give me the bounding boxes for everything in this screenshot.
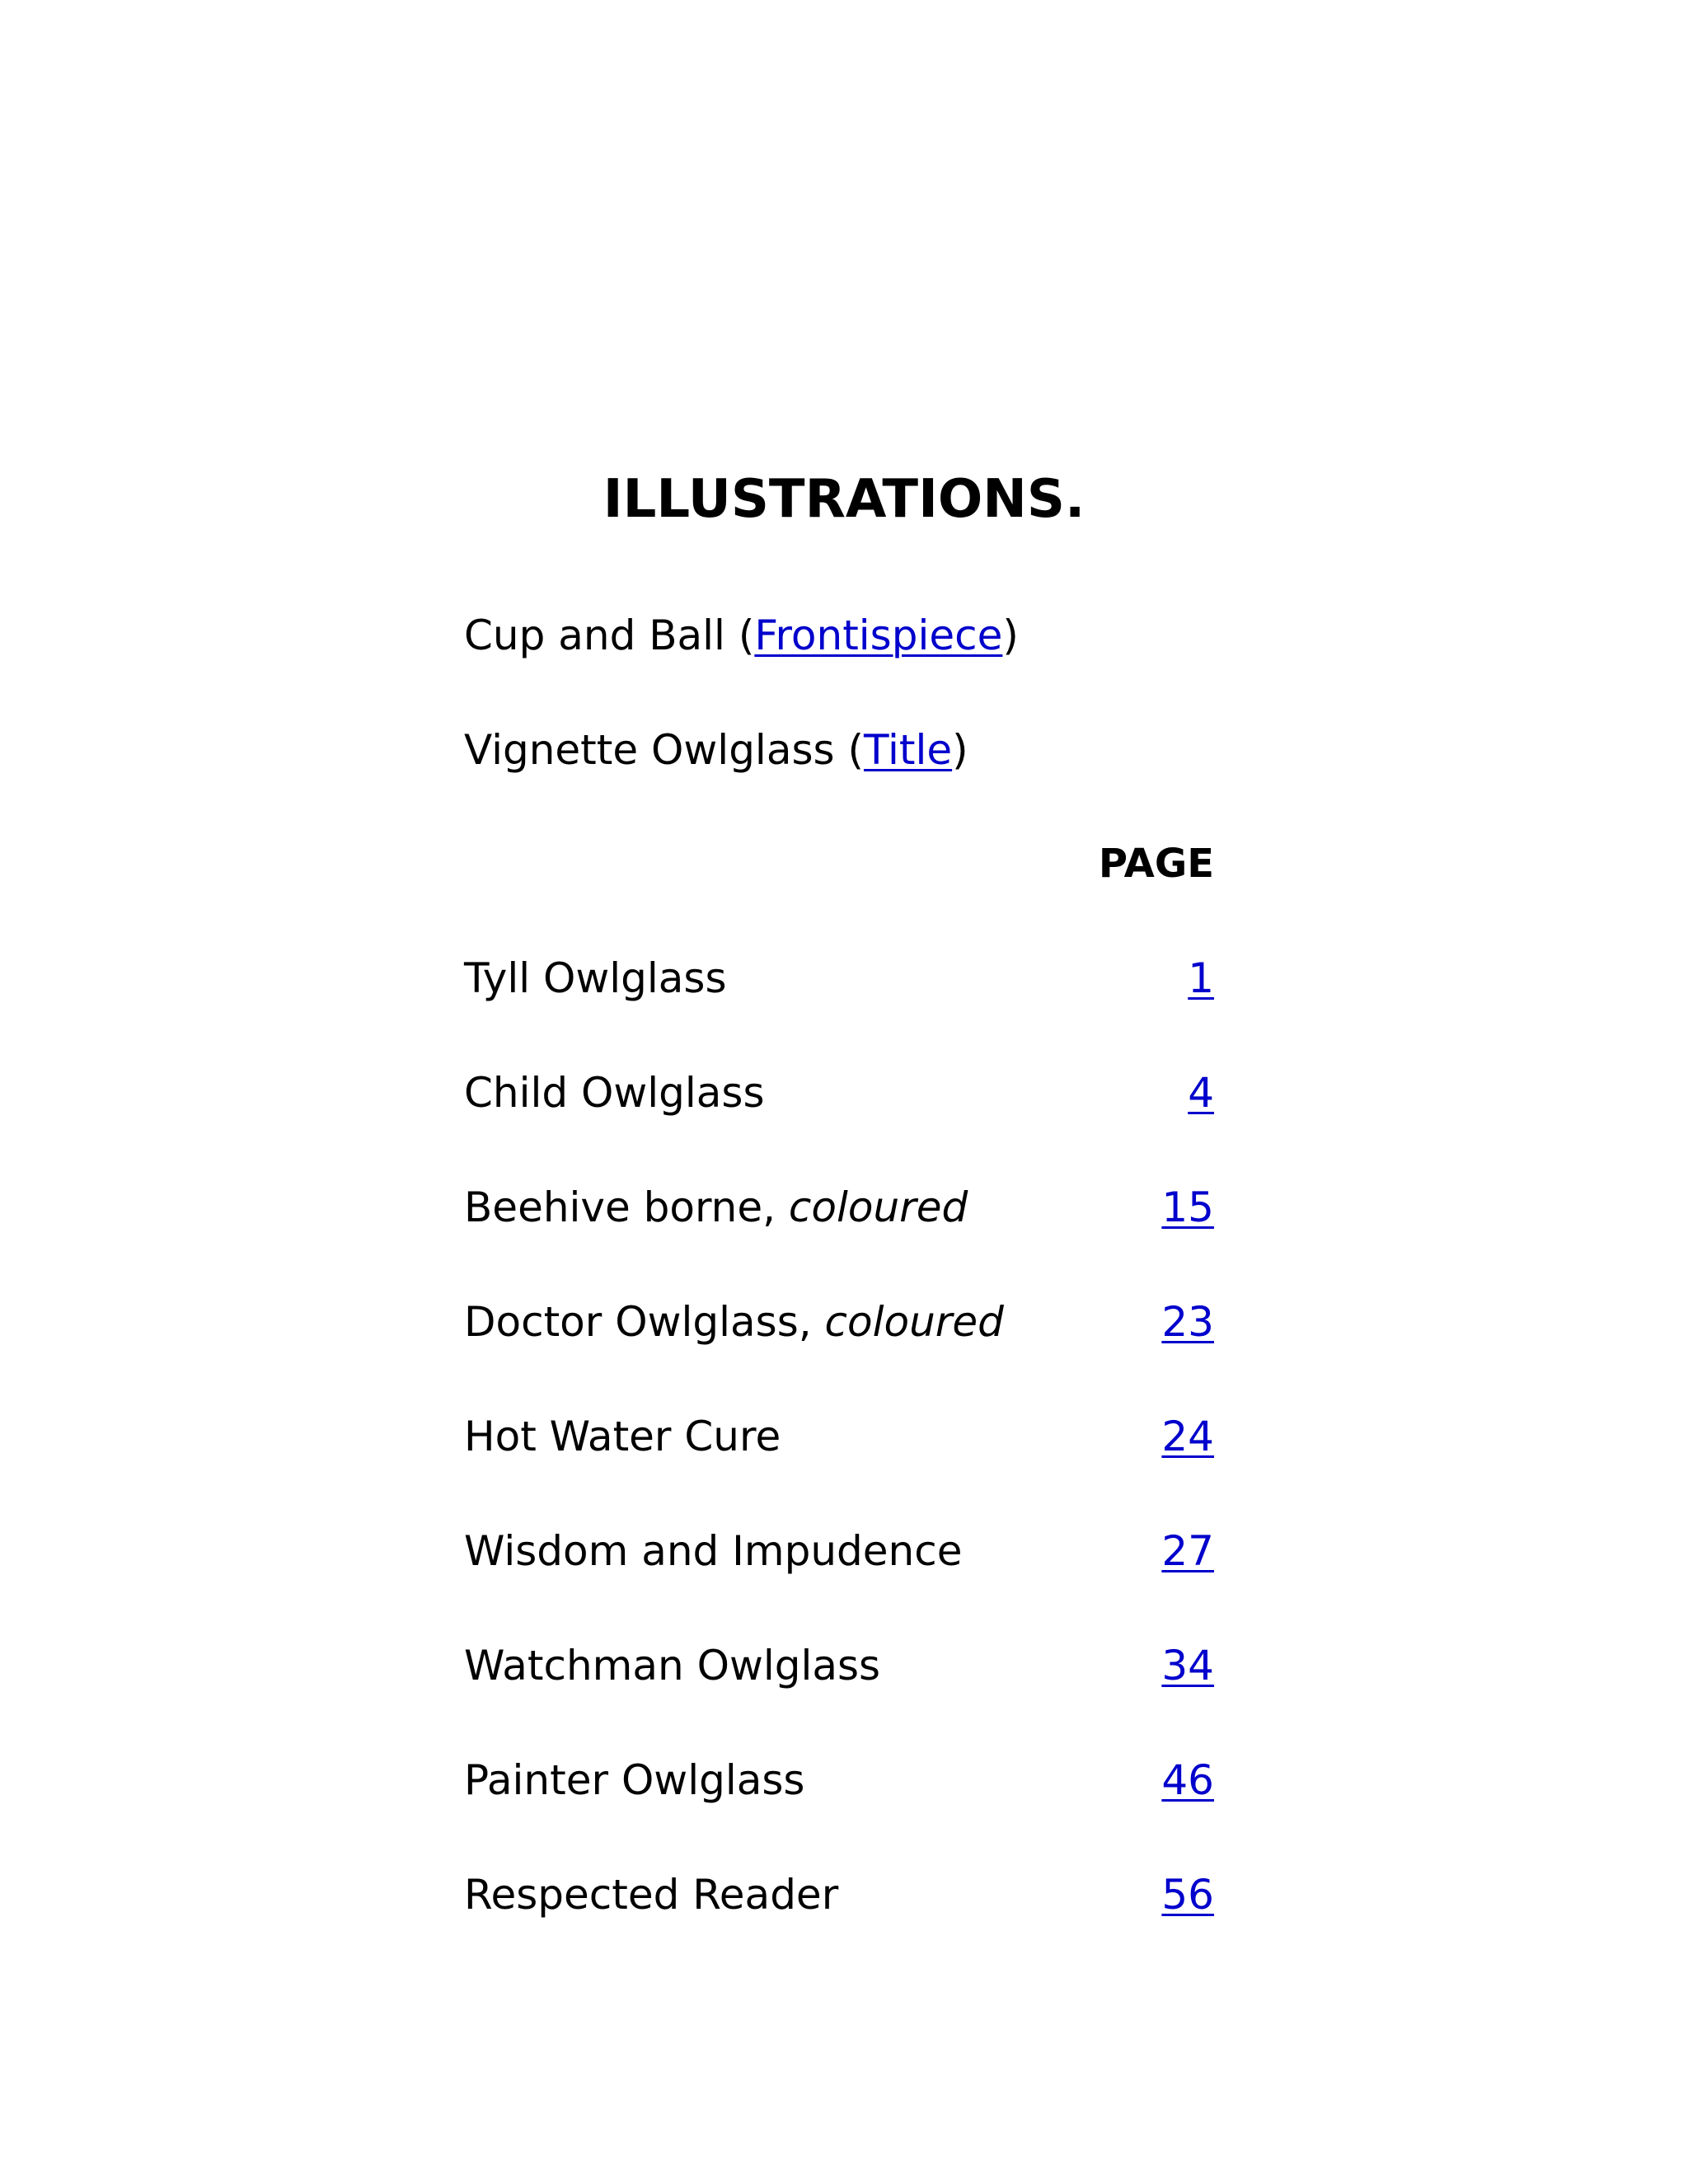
front-matter-item-frontispiece: [464, 607, 1214, 664]
list-item: [464, 1293, 1214, 1351]
entry-page: [1161, 1751, 1214, 1809]
list-item: [464, 1866, 1214, 1924]
entry-page: [1161, 1179, 1214, 1236]
entry-label: [464, 1522, 963, 1580]
entry-text: Child Owlglass: [464, 1069, 765, 1117]
entry-text: Tyll Owlglass: [464, 954, 727, 1002]
front-matter-text: Vignette Owlglass (: [464, 726, 864, 774]
entry-page: [1188, 1064, 1214, 1122]
entry-page: [1161, 1866, 1214, 1924]
entry-text: Beehive borne,: [464, 1183, 789, 1231]
list-item: [464, 949, 1214, 1007]
page-link[interactable]: 46: [1161, 1756, 1214, 1804]
list-item: [464, 1637, 1214, 1694]
entry-page: [1161, 1293, 1214, 1351]
entry-label: [464, 1866, 838, 1924]
page-column-header-row: [464, 835, 1214, 893]
entry-page: [1161, 1637, 1214, 1694]
page-column-header: PAGE: [1098, 841, 1214, 887]
frontispiece-link[interactable]: Frontispiece: [754, 612, 1003, 659]
entry-label: [464, 949, 727, 1007]
entry-note: coloured: [788, 1183, 968, 1231]
entry-page: [1161, 1408, 1214, 1465]
list-item: [464, 1751, 1214, 1809]
entry-text: Respected Reader: [464, 1871, 839, 1919]
entry-text: Doctor Owlglass,: [464, 1298, 825, 1346]
front-matter-close-paren: ): [1002, 612, 1019, 659]
list-item: [464, 1064, 1214, 1122]
page-link[interactable]: 1: [1188, 954, 1214, 1002]
page-title: ILLUSTRATIONS.: [603, 469, 1085, 530]
entry-label: [464, 1637, 880, 1694]
entry-text: Watchman Owlglass: [464, 1642, 881, 1690]
entry-page: [1161, 1522, 1214, 1580]
front-matter-item-title: [464, 721, 1214, 779]
title-link[interactable]: Title: [863, 726, 953, 774]
page-link[interactable]: 4: [1188, 1069, 1214, 1117]
entry-label: [464, 1293, 1004, 1351]
entry-label: [464, 1064, 765, 1122]
list-item: [464, 1522, 1214, 1580]
entry-label: [464, 1751, 804, 1809]
page-link[interactable]: 27: [1161, 1527, 1214, 1575]
front-matter-close-paren: ): [952, 726, 968, 774]
entry-note: coloured: [824, 1298, 1004, 1346]
entry-label: [464, 1408, 781, 1465]
list-item: [464, 1179, 1214, 1236]
entry-page: [1188, 949, 1214, 1007]
entry-text: Hot Water Cure: [464, 1413, 781, 1460]
page-link[interactable]: 15: [1161, 1183, 1214, 1231]
entry-text: Wisdom and Impudence: [464, 1527, 963, 1575]
front-matter-text: Cup and Ball (: [464, 612, 755, 659]
front-matter-label: [464, 721, 968, 779]
page-link[interactable]: 24: [1161, 1413, 1214, 1460]
entry-text: Painter Owlglass: [464, 1756, 805, 1804]
entry-label: [464, 1179, 968, 1236]
front-matter-label: [464, 607, 1019, 664]
page-link[interactable]: 23: [1161, 1298, 1214, 1346]
list-item: [464, 1408, 1214, 1465]
page-link[interactable]: 56: [1161, 1871, 1214, 1919]
page-link[interactable]: 34: [1161, 1642, 1214, 1690]
